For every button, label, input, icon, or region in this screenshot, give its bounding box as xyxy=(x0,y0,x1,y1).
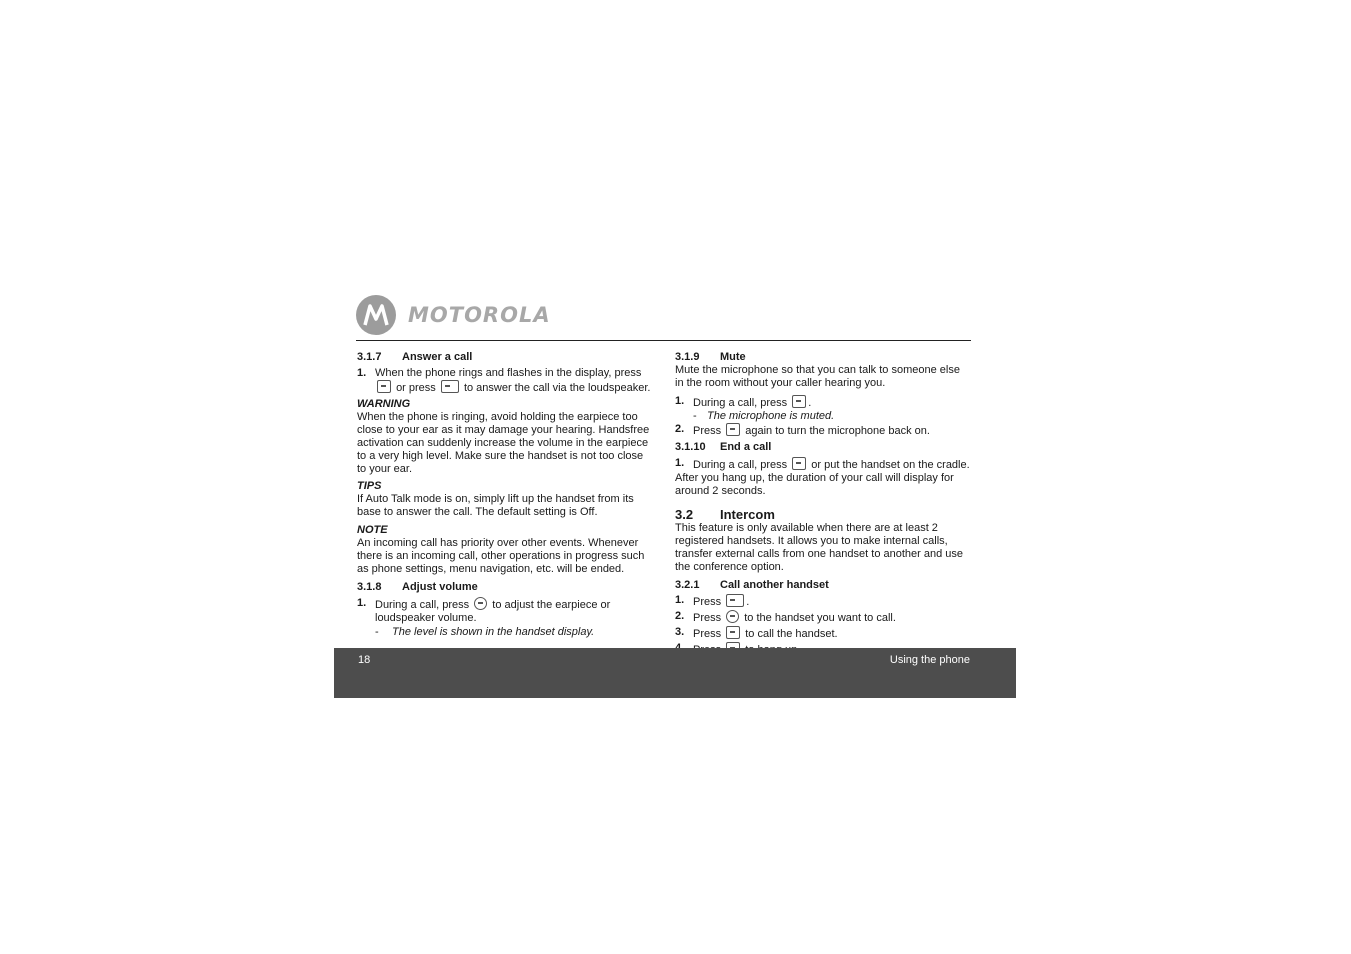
page-number: 18 xyxy=(358,654,371,666)
heading-intercom: 3.2 Intercom xyxy=(675,507,775,522)
section-title: Using the phone xyxy=(889,654,970,666)
motorola-logo xyxy=(356,295,586,335)
navigation-key-icon xyxy=(726,610,739,623)
heading-mute: 3.1.9 Mute xyxy=(675,351,746,363)
note-label: NOTE xyxy=(357,524,388,536)
step-mute-2: 2. Press again to turn the microphone back on. xyxy=(675,423,930,437)
step-call-handset-1: 1. Press . xyxy=(675,594,750,608)
warning-label: WARNING xyxy=(357,398,411,410)
speaker-key-icon xyxy=(441,380,459,393)
heading-end-call: 3.1.10 End a call xyxy=(675,441,772,453)
volume-note: - The level is shown in the handset display. xyxy=(375,626,595,638)
mute-intro: Mute the microphone so that you can talk to someone else in the room without your caller hearing you. xyxy=(675,364,960,389)
mute-key-icon xyxy=(792,395,806,408)
tips-text: If Auto Talk mode is on, simply lift up the handset from its base to answer the call. The default setting is Off. xyxy=(357,493,634,518)
mute-key-icon xyxy=(726,423,740,436)
volume-key-icon xyxy=(474,597,487,610)
page-footer xyxy=(334,648,1016,698)
note-text: An incoming call has priority over other events. Whenever there is an incoming call, other operations in progress such as phone settings, menu navigation, etc. will be ended. xyxy=(357,537,645,575)
step-answer-call: 1. When the phone rings and flashes in the display, press or press to answer the call via the loudspeaker. xyxy=(357,367,651,394)
step-call-handset-3: 3. Press to call the handset. xyxy=(675,626,838,640)
right-column xyxy=(675,351,971,657)
end-call-key-icon xyxy=(792,457,806,470)
motorola-batwing-icon xyxy=(356,295,396,335)
step-call-handset-2: 2. Press to the handset you want to call. xyxy=(675,610,896,624)
warning-text: When the phone is ringing, avoid holding the earpiece too close to your ear as it may damage your hearing. Handsfree activation can suddenly increase the volume in the earpiece to a very high level. Make sure the handset is not too close to your ear. xyxy=(357,411,650,475)
mute-note: - The microphone is muted. xyxy=(693,410,835,422)
talk-key-icon xyxy=(377,380,391,393)
intercom-key-icon xyxy=(726,594,744,607)
end-call-after: After you hang up, the duration of your call will display for around 2 seconds. xyxy=(675,472,954,497)
header-rule xyxy=(356,340,971,341)
step-end-call: 1. During a call, press or put the handset on the cradle. xyxy=(675,457,970,471)
intercom-intro: This feature is only available when there are at least 2 registered handsets. It allows you to make internal calls, transfer external calls from one handset to another and use the conference option. xyxy=(675,522,964,573)
heading-answer-call: 3.1.7 Answer a call xyxy=(357,351,473,363)
left-column xyxy=(357,351,653,639)
brand-name: MOTOROLA xyxy=(408,303,551,327)
step-adjust-volume: 1. During a call, press to adjust the earpiece or loudspeaker volume. xyxy=(357,597,611,624)
step-mute-1: 1. During a call, press . xyxy=(675,395,812,409)
tips-label: TIPS xyxy=(357,480,382,492)
softkey-icon xyxy=(726,626,740,639)
heading-adjust-volume: 3.1.8 Adjust volume xyxy=(357,581,478,593)
heading-call-another-handset: 3.2.1 Call another handset xyxy=(675,579,829,591)
